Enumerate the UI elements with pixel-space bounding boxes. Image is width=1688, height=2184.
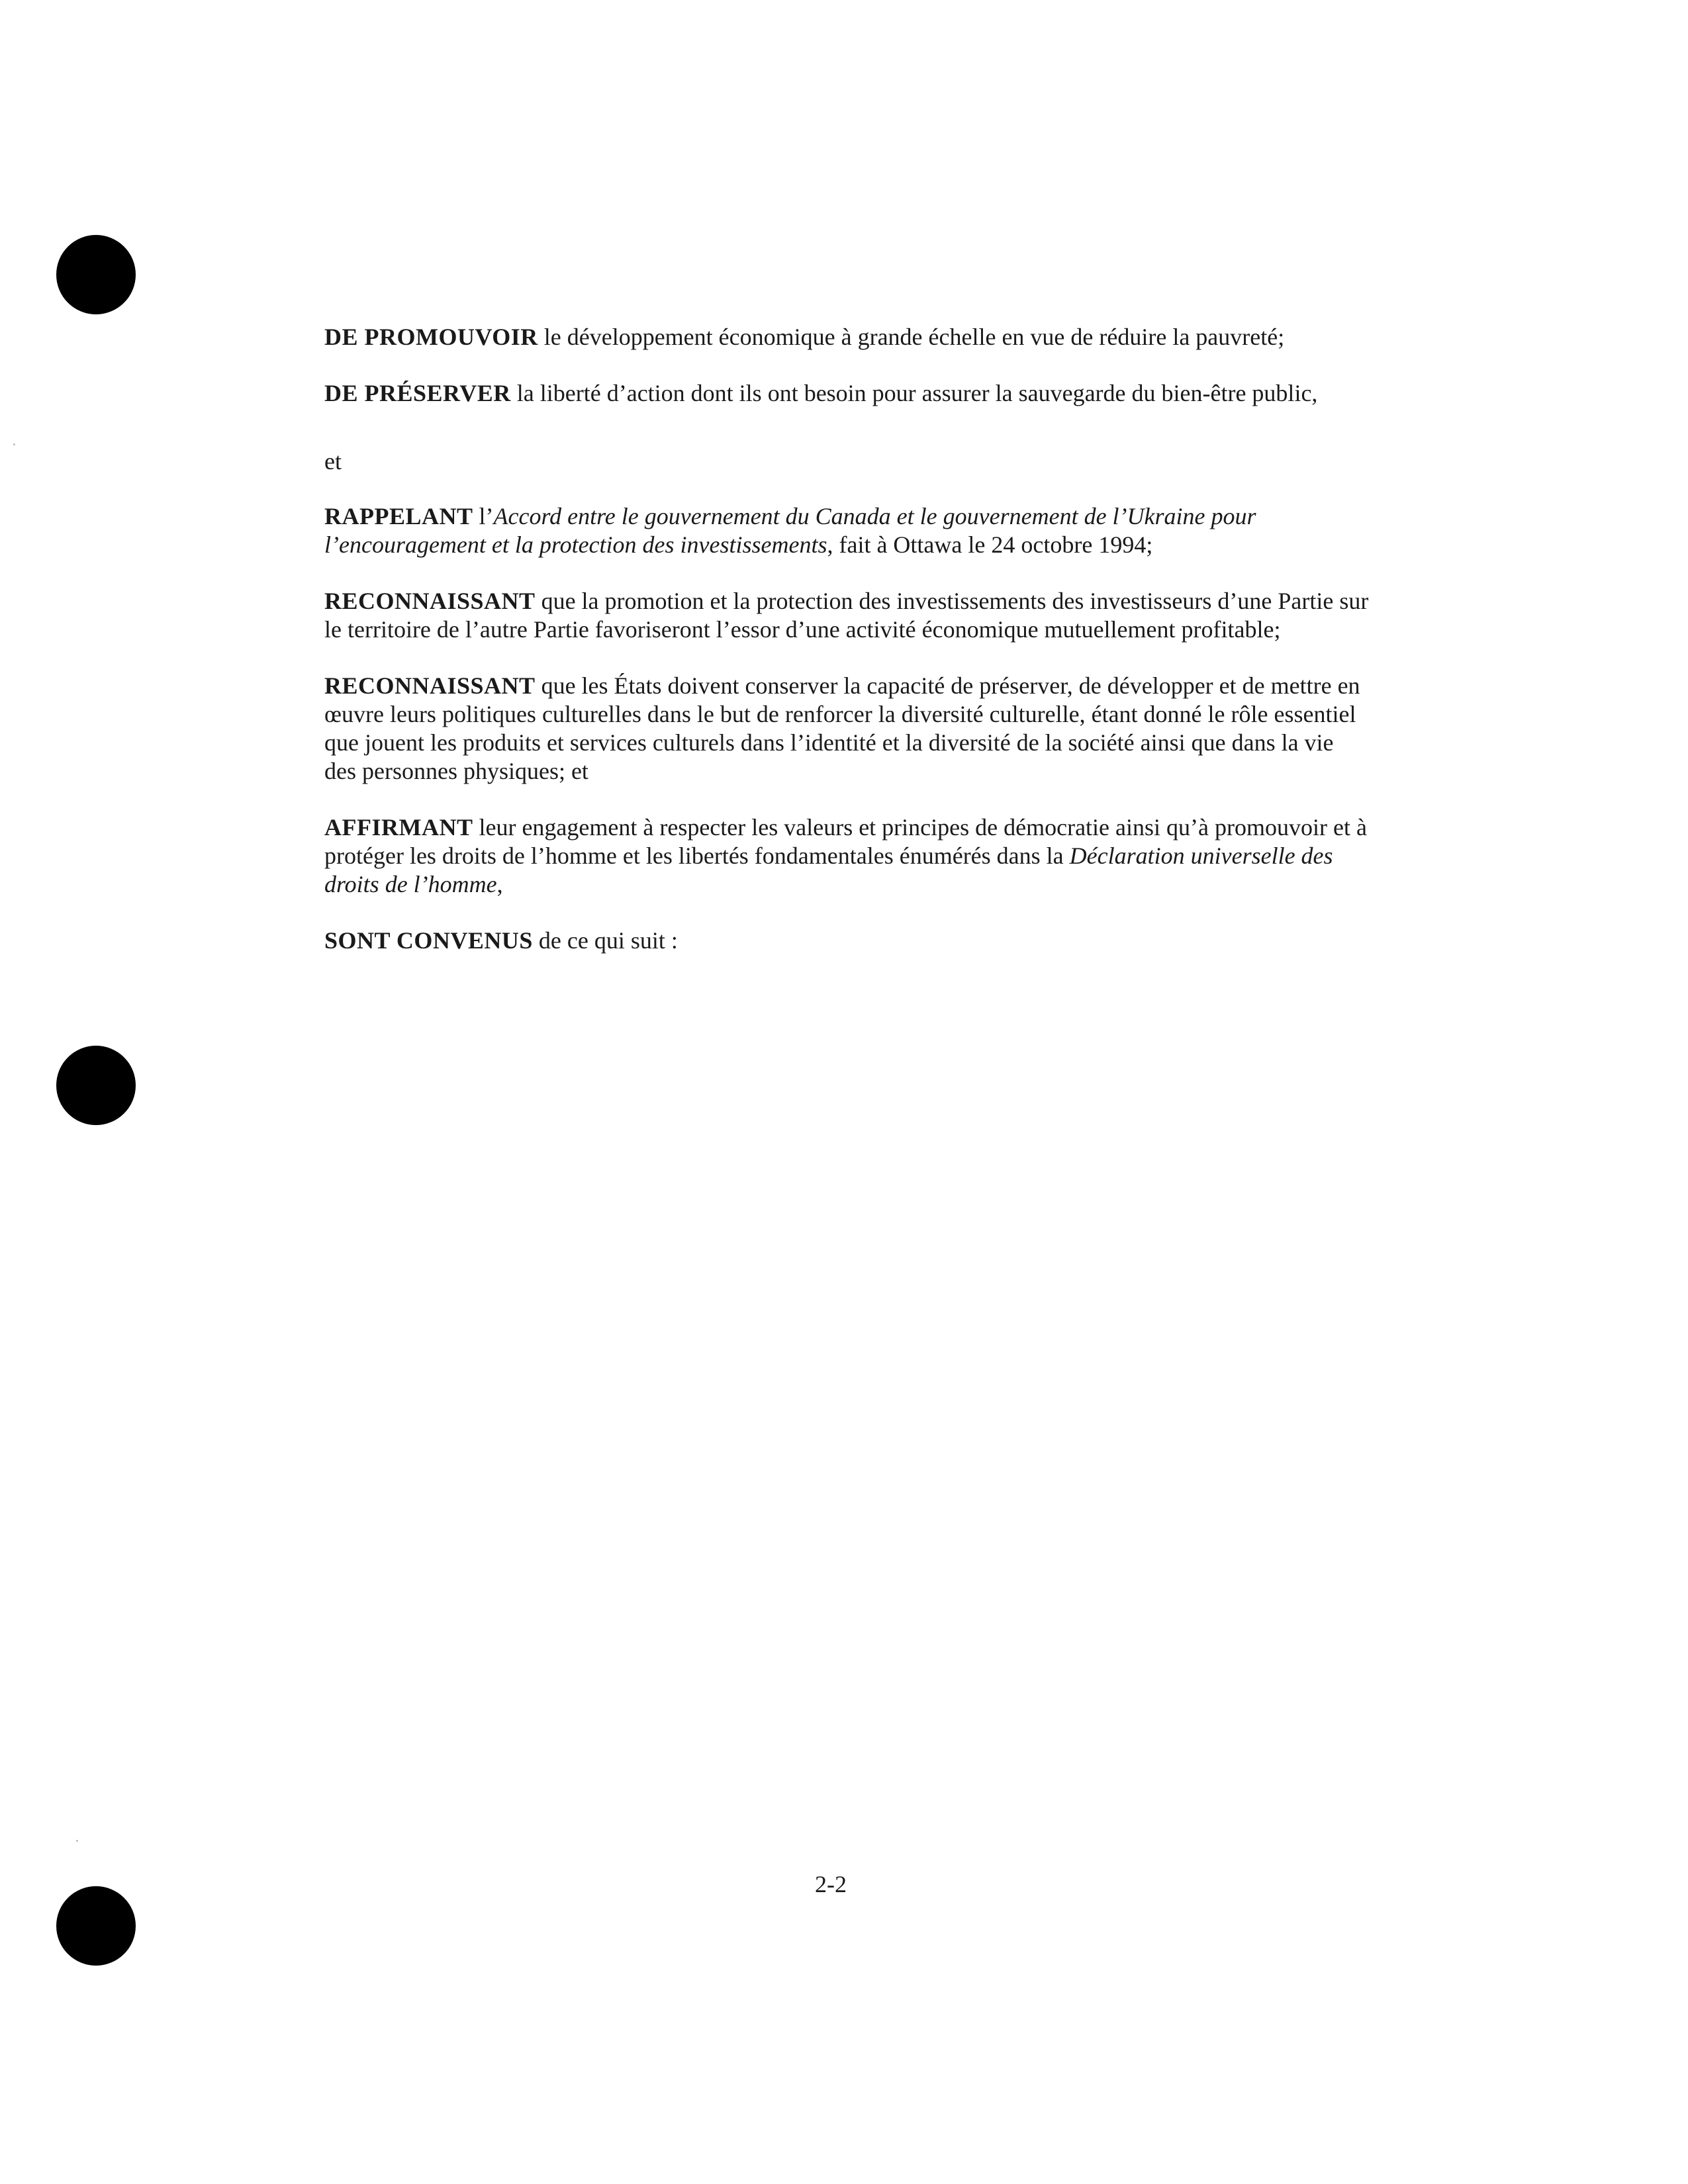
punch-hole-bottom (56, 1886, 136, 1966)
paragraph-reconnaissant-2 (324, 672, 1370, 786)
paragraph-keyword: DE PROMOUVOIR (324, 324, 538, 350)
paragraph-text: de ce qui suit : (532, 927, 678, 954)
paragraph-text: la liberté d’action dont ils ont besoin pour assurer la sauvegarde du bien-être public, (510, 380, 1318, 406)
paragraph-et (324, 447, 1370, 476)
paragraph-reconnaissant-1 (324, 587, 1370, 644)
paragraph-text: et (324, 448, 342, 475)
paragraph-promouvoir (324, 323, 1370, 351)
paragraph-text: leur engagement à respecter les valeurs et principes de démocratie ainsi qu’à promouvoir et à protéger les droits de l’homme et les libertés fondamentales énumérés dans la (324, 814, 1367, 869)
paragraph-affirmant (324, 813, 1370, 899)
paragraph-keyword: DE PRÉSERVER (324, 380, 511, 406)
paragraph-keyword: RAPPELANT (324, 503, 473, 529)
punch-hole-top (56, 235, 136, 314)
paragraph-text: l’ (473, 503, 494, 529)
paragraph-sont-convenus (324, 927, 1370, 955)
paragraph-rappelant (324, 502, 1370, 559)
paragraph-text: , fait à Ottawa le 24 octobre 1994; (827, 531, 1153, 558)
page-number (0, 1870, 1688, 1898)
scan-speck (76, 1840, 78, 1842)
page-number-text: 2-2 (815, 1871, 847, 1897)
paragraph-keyword: RECONNAISSANT (324, 588, 536, 614)
paragraph-text: , (496, 871, 503, 897)
paragraph-keyword: RECONNAISSANT (324, 672, 536, 699)
paragraph-text: que les États doivent conserver la capacité de préserver, de développer et de mettre en œuvre leurs politiques culturelles dans le but de renforcer la diversité culturelle, étant donné le rôle essentiel que jouent les produits et services culturels dans l’identité et la diversité de la société ainsi que dans la vie des personnes physiques; et (324, 672, 1360, 784)
agreement-title: Accord entre le gouvernement du Canada et le gouvernement de l’Ukraine pour l’encouragement et la protection des investissements (324, 503, 1256, 558)
paragraph-text: que la promotion et la protection des investissements des investisseurs d’une Partie sur le territoire de l’autre Partie favoriseront l’essor d’une activité économique mutuellement profitable; (324, 588, 1369, 643)
paragraph-keyword: AFFIRMANT (324, 814, 473, 841)
scan-speck (13, 443, 15, 445)
paragraph-keyword: SONT CONVENUS (324, 927, 533, 954)
paragraph-text: le développement économique à grande échelle en vue de réduire la pauvreté; (538, 324, 1285, 350)
paragraph-preserver (324, 379, 1370, 408)
document-body (324, 323, 1370, 983)
punch-hole-middle (56, 1046, 136, 1125)
declaration-title: Déclaration universelle des droits de l’homme (324, 842, 1333, 897)
